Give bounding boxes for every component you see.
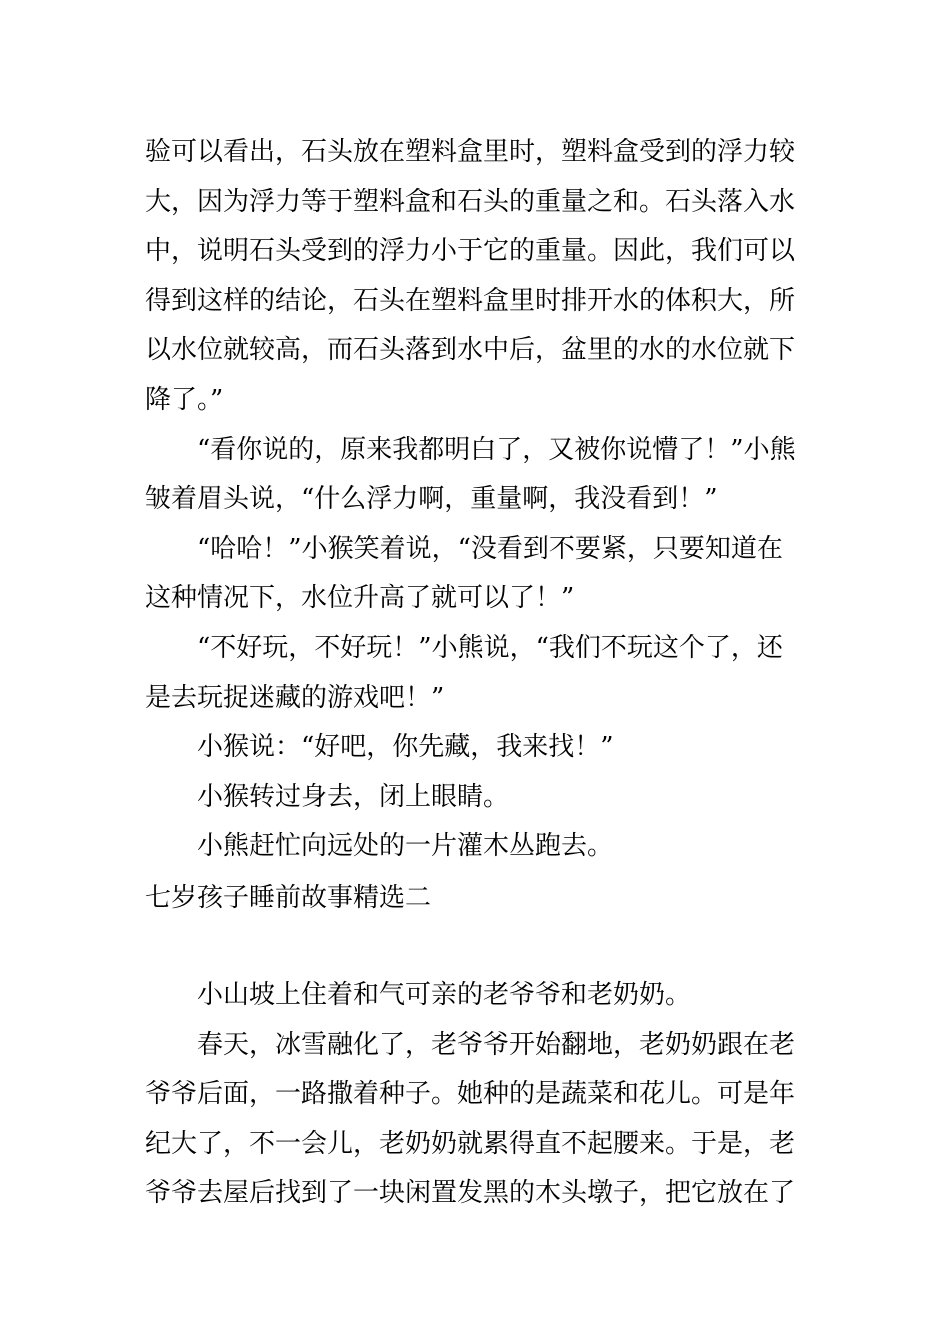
body-line: 降了。”	[145, 384, 224, 415]
body-line: 爷爷去屋后找到了一块闲置发黑的木头墩子，把它放在了	[145, 1178, 796, 1209]
paragraph-start-line: “看你说的，原来我都明白了，又被你说懵了！”小熊	[197, 434, 796, 465]
paragraph-start-line: 小熊赶忙向远处的一片灌木丛跑去。	[197, 831, 614, 862]
paragraph-start-line: “不好玩，不好玩！”小熊说，“我们不玩这个了，还	[197, 632, 783, 663]
section-heading: 七岁孩子睡前故事精选二	[145, 883, 432, 913]
paragraph-start-line: 春天，冰雪融化了，老爷爷开始翻地，老奶奶跟在老	[197, 1029, 796, 1060]
body-line: 得到这样的结论，石头在塑料盒里时排开水的体积大，所	[145, 285, 796, 316]
body-line: 大，因为浮力等于塑料盒和石头的重量之和。石头落入水	[145, 186, 796, 217]
paragraph-start-line: 小猴转过身去，闭上眼睛。	[197, 781, 510, 812]
body-line: 皱着眉头说，“什么浮力啊，重量啊，我没看到！”	[145, 484, 718, 515]
paragraph-start-line: 小猴说：“好吧，你先藏，我来找！”	[197, 732, 614, 763]
story-section-two	[145, 971, 807, 1219]
body-line: 中，说明石头受到的浮力小于它的重量。因此，我们可以	[145, 236, 796, 267]
body-line: 这种情况下，水位升高了就可以了！”	[145, 583, 575, 614]
body-line: 纪大了，不一会儿，老奶奶就累得直不起腰来。于是，老	[145, 1128, 796, 1159]
body-line: 是去玩捉迷藏的游戏吧！”	[145, 682, 445, 713]
body-line: 以水位就较高，而石头落到水中后，盆里的水的水位就下	[145, 335, 796, 366]
paragraph-start-line: 小山坡上住着和气可亲的老爷爷和老奶奶。	[197, 980, 692, 1010]
body-line: 验可以看出，石头放在塑料盒里时，塑料盒受到的浮力较	[145, 137, 796, 167]
story-section-one	[145, 128, 807, 872]
body-line: 爷爷后面，一路撒着种子。她种的是蔬菜和花儿。可是年	[145, 1079, 796, 1110]
paragraph-start-line: “哈哈！”小猴笑着说，“没看到不要紧，只要知道在	[197, 533, 783, 564]
